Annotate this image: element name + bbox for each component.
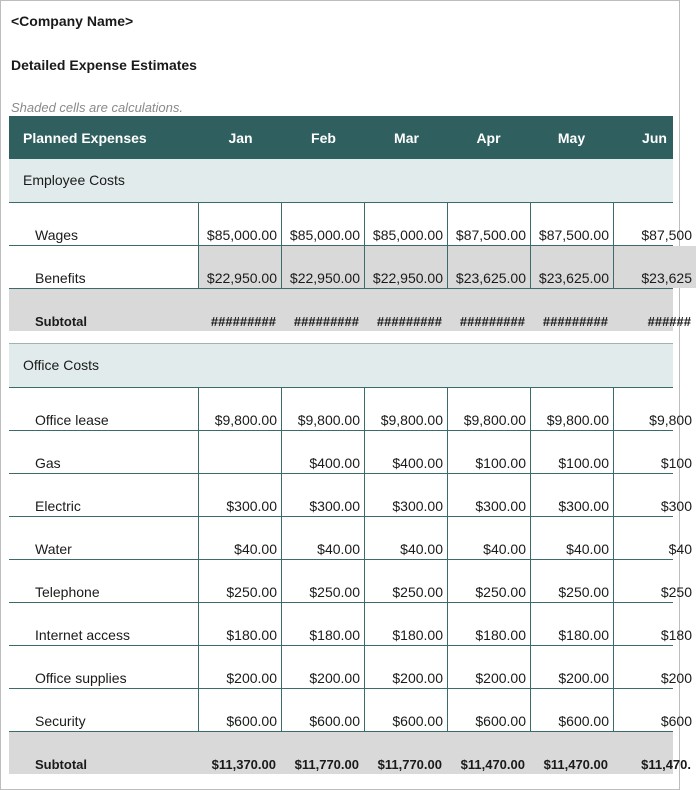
cell-value: $9,800	[649, 412, 692, 428]
value-cell[interactable]	[530, 732, 612, 774]
value-cell[interactable]	[281, 388, 364, 430]
office-costs-rows	[9, 387, 692, 774]
cell-value: $400.00	[392, 455, 443, 471]
cell-value: $300.00	[558, 498, 609, 514]
value-cell[interactable]	[198, 603, 281, 645]
value-cell[interactable]	[198, 388, 281, 430]
cell-value: $200.00	[558, 670, 609, 686]
value-cell[interactable]	[613, 689, 696, 731]
cell-value: $250.00	[226, 584, 277, 600]
cell-value: $100	[660, 455, 692, 471]
cell-value: $250.00	[309, 584, 360, 600]
value-cell[interactable]	[364, 289, 446, 331]
cell-value: $200.00	[475, 670, 526, 686]
row-label[interactable]: Office lease	[35, 412, 109, 428]
cell-value: $11,470.00	[543, 757, 608, 772]
cell-value: $600.00	[475, 713, 526, 729]
value-cell[interactable]	[447, 289, 529, 331]
cell-value: $250.00	[392, 584, 443, 600]
row-label[interactable]: Electric	[35, 498, 81, 514]
cell-value: $300.00	[309, 498, 360, 514]
table-row	[9, 202, 692, 246]
cell-value: $180.00	[475, 627, 526, 643]
cell-value: $600	[660, 713, 692, 729]
cell-value: $40.00	[483, 541, 526, 557]
value-cell[interactable]	[364, 732, 446, 774]
cell-value: $100.00	[558, 455, 609, 471]
header-month-3[interactable]: Apr	[476, 130, 501, 146]
cell-value: $180.00	[558, 627, 609, 643]
cell-value: $11,370.00	[211, 757, 276, 772]
calculation-note: Shaded cells are calculations.	[11, 100, 183, 115]
subtotal-row	[9, 289, 691, 331]
value-cell[interactable]	[364, 689, 447, 731]
cell-value: $100.00	[475, 455, 526, 471]
cell-value: $87,500.00	[538, 227, 609, 243]
value-cell[interactable]	[447, 689, 530, 731]
cell-value: $11,470.00	[460, 757, 525, 772]
row-label[interactable]: Office supplies	[35, 670, 127, 686]
page-title[interactable]: Detailed Expense Estimates	[11, 57, 197, 73]
table-row	[9, 387, 692, 431]
header-planned-expenses[interactable]: Planned Expenses	[23, 130, 147, 146]
row-label[interactable]: Telephone	[35, 584, 100, 600]
cell-value: #########	[459, 314, 525, 329]
table-row	[9, 474, 692, 517]
cell-value: $250.00	[475, 584, 526, 600]
value-cell[interactable]	[364, 646, 447, 688]
value-cell[interactable]	[530, 289, 612, 331]
value-cell[interactable]	[447, 603, 530, 645]
header-month-4[interactable]: May	[557, 130, 586, 146]
cell-value: #########	[542, 314, 608, 329]
cell-value: $300.00	[392, 498, 443, 514]
cell-value: $9,800.00	[214, 412, 277, 428]
value-cell[interactable]	[530, 603, 613, 645]
value-cell[interactable]	[198, 431, 281, 473]
value-cell[interactable]	[281, 603, 364, 645]
value-cell[interactable]	[530, 431, 613, 473]
value-cell[interactable]	[364, 603, 447, 645]
cell-value: $87,500	[641, 227, 692, 243]
cell-value: $400.00	[309, 455, 360, 471]
value-cell[interactable]	[198, 517, 281, 559]
cell-value: $23,625.00	[455, 270, 526, 286]
cell-value: $22,950.00	[372, 270, 443, 286]
value-cell[interactable]	[447, 474, 530, 516]
value-cell[interactable]	[281, 560, 364, 602]
table-row	[9, 560, 692, 603]
table-row	[9, 246, 692, 289]
value-cell[interactable]	[447, 388, 530, 430]
cell-value: #########	[376, 314, 442, 329]
value-cell[interactable]	[447, 246, 530, 288]
header-month-0[interactable]: Jan	[228, 130, 253, 146]
value-cell[interactable]	[281, 289, 363, 331]
cell-value: $23,625.00	[538, 270, 609, 286]
value-cell[interactable]	[281, 646, 364, 688]
table-header	[9, 116, 673, 159]
cell-value: ######	[647, 314, 691, 329]
value-cell[interactable]	[447, 203, 530, 245]
cell-value: #########	[293, 314, 359, 329]
value-cell[interactable]	[364, 203, 447, 245]
cell-value: $600.00	[309, 713, 360, 729]
value-cell[interactable]	[613, 474, 696, 516]
cell-value: $11,470.	[641, 757, 691, 772]
value-cell[interactable]	[530, 203, 613, 245]
header-month-2[interactable]: Mar	[394, 130, 419, 146]
value-cell[interactable]	[364, 388, 447, 430]
cell-value: $200.00	[226, 670, 277, 686]
value-cell[interactable]	[613, 431, 696, 473]
row-label[interactable]: Subtotal	[35, 757, 87, 772]
cell-value: $300	[660, 498, 692, 514]
cell-value: $85,000.00	[289, 227, 360, 243]
cell-value: $180	[660, 627, 692, 643]
company-name[interactable]: <Company Name>	[11, 13, 134, 29]
table-row	[9, 517, 692, 560]
value-cell[interactable]	[364, 560, 447, 602]
cell-value: $11,770.00	[377, 757, 442, 772]
section-gap	[9, 331, 673, 343]
cell-value: $40	[668, 541, 692, 557]
cell-value: $40.00	[234, 541, 277, 557]
cell-value: $40.00	[400, 541, 443, 557]
value-cell[interactable]	[530, 474, 613, 516]
value-cell[interactable]	[198, 560, 281, 602]
cell-value: $9,800.00	[546, 412, 609, 428]
expense-table	[9, 116, 692, 774]
value-cell[interactable]	[281, 203, 364, 245]
value-cell[interactable]	[530, 689, 613, 731]
value-cell[interactable]	[530, 246, 613, 288]
value-cell[interactable]	[447, 732, 529, 774]
row-label[interactable]: Benefits	[35, 270, 86, 286]
cell-value: $85,000.00	[206, 227, 277, 243]
cell-value: $180.00	[309, 627, 360, 643]
cell-value: $9,800.00	[463, 412, 526, 428]
cell-value: $9,800.00	[297, 412, 360, 428]
value-cell[interactable]	[198, 246, 281, 288]
cell-value: $600.00	[226, 713, 277, 729]
cell-value: #########	[210, 314, 276, 329]
cell-value: $200	[660, 670, 692, 686]
value-cell[interactable]	[447, 646, 530, 688]
header-month-1[interactable]: Feb	[311, 130, 336, 146]
section-office-costs[interactable]	[9, 343, 673, 387]
cell-value: $11,770.00	[294, 757, 359, 772]
cell-value: $180.00	[392, 627, 443, 643]
row-label[interactable]: Water	[35, 541, 72, 557]
value-cell[interactable]	[364, 431, 447, 473]
value-cell[interactable]	[530, 646, 613, 688]
value-cell[interactable]	[281, 732, 363, 774]
value-cell[interactable]	[198, 646, 281, 688]
value-cell[interactable]	[281, 246, 364, 288]
cell-value: $200.00	[309, 670, 360, 686]
value-cell[interactable]	[364, 474, 447, 516]
value-cell[interactable]	[198, 732, 280, 774]
value-cell[interactable]	[281, 431, 364, 473]
value-cell[interactable]	[281, 474, 364, 516]
cell-value: $9,800.00	[380, 412, 443, 428]
value-cell[interactable]	[613, 603, 696, 645]
table-row	[9, 646, 692, 689]
value-cell[interactable]	[281, 517, 364, 559]
value-cell[interactable]	[613, 517, 696, 559]
cell-value: $87,500.00	[455, 227, 526, 243]
value-cell[interactable]	[447, 517, 530, 559]
section-employee-costs[interactable]	[9, 159, 673, 202]
cell-value: $22,950.00	[206, 270, 277, 286]
cell-value: $200.00	[392, 670, 443, 686]
table-row	[9, 603, 692, 646]
section-label: Employee Costs	[23, 172, 125, 188]
cell-value: $600.00	[558, 713, 609, 729]
value-cell[interactable]	[613, 203, 696, 245]
value-cell[interactable]	[281, 689, 364, 731]
subtotal-row	[9, 732, 691, 774]
row-label[interactable]: Internet access	[35, 627, 130, 643]
value-cell[interactable]	[198, 689, 281, 731]
value-cell[interactable]	[613, 646, 696, 688]
value-cell[interactable]	[198, 289, 280, 331]
cell-value: $40.00	[566, 541, 609, 557]
value-cell[interactable]	[613, 246, 696, 288]
row-label[interactable]: Subtotal	[35, 314, 87, 329]
value-cell[interactable]	[364, 246, 447, 288]
section-label: Office Costs	[23, 357, 99, 373]
cell-value: $40.00	[317, 541, 360, 557]
value-cell[interactable]	[530, 517, 613, 559]
table-row	[9, 431, 692, 474]
cell-value: $23,625	[641, 270, 692, 286]
cell-value: $250	[660, 584, 692, 600]
value-cell[interactable]	[613, 732, 695, 774]
value-cell[interactable]	[198, 474, 281, 516]
value-cell[interactable]	[198, 203, 281, 245]
cell-value: $85,000.00	[372, 227, 443, 243]
value-cell[interactable]	[613, 289, 695, 331]
row-label[interactable]: Gas	[35, 455, 61, 471]
header-month-5[interactable]: Jun	[642, 130, 667, 146]
value-cell[interactable]	[447, 431, 530, 473]
cell-value: $22,950.00	[289, 270, 360, 286]
cell-value: $250.00	[558, 584, 609, 600]
cell-value: $300.00	[475, 498, 526, 514]
value-cell[interactable]	[613, 388, 696, 430]
value-cell[interactable]	[364, 517, 447, 559]
cell-value: $180.00	[226, 627, 277, 643]
row-label[interactable]: Wages	[35, 227, 79, 243]
value-cell[interactable]	[530, 388, 613, 430]
cell-value: $300.00	[226, 498, 277, 514]
employee-costs-rows	[9, 202, 692, 331]
value-cell[interactable]	[447, 560, 530, 602]
value-cell[interactable]	[530, 560, 613, 602]
row-label[interactable]: Security	[35, 713, 86, 729]
table-row	[9, 689, 692, 732]
value-cell[interactable]	[613, 560, 696, 602]
cell-value: $600.00	[392, 713, 443, 729]
